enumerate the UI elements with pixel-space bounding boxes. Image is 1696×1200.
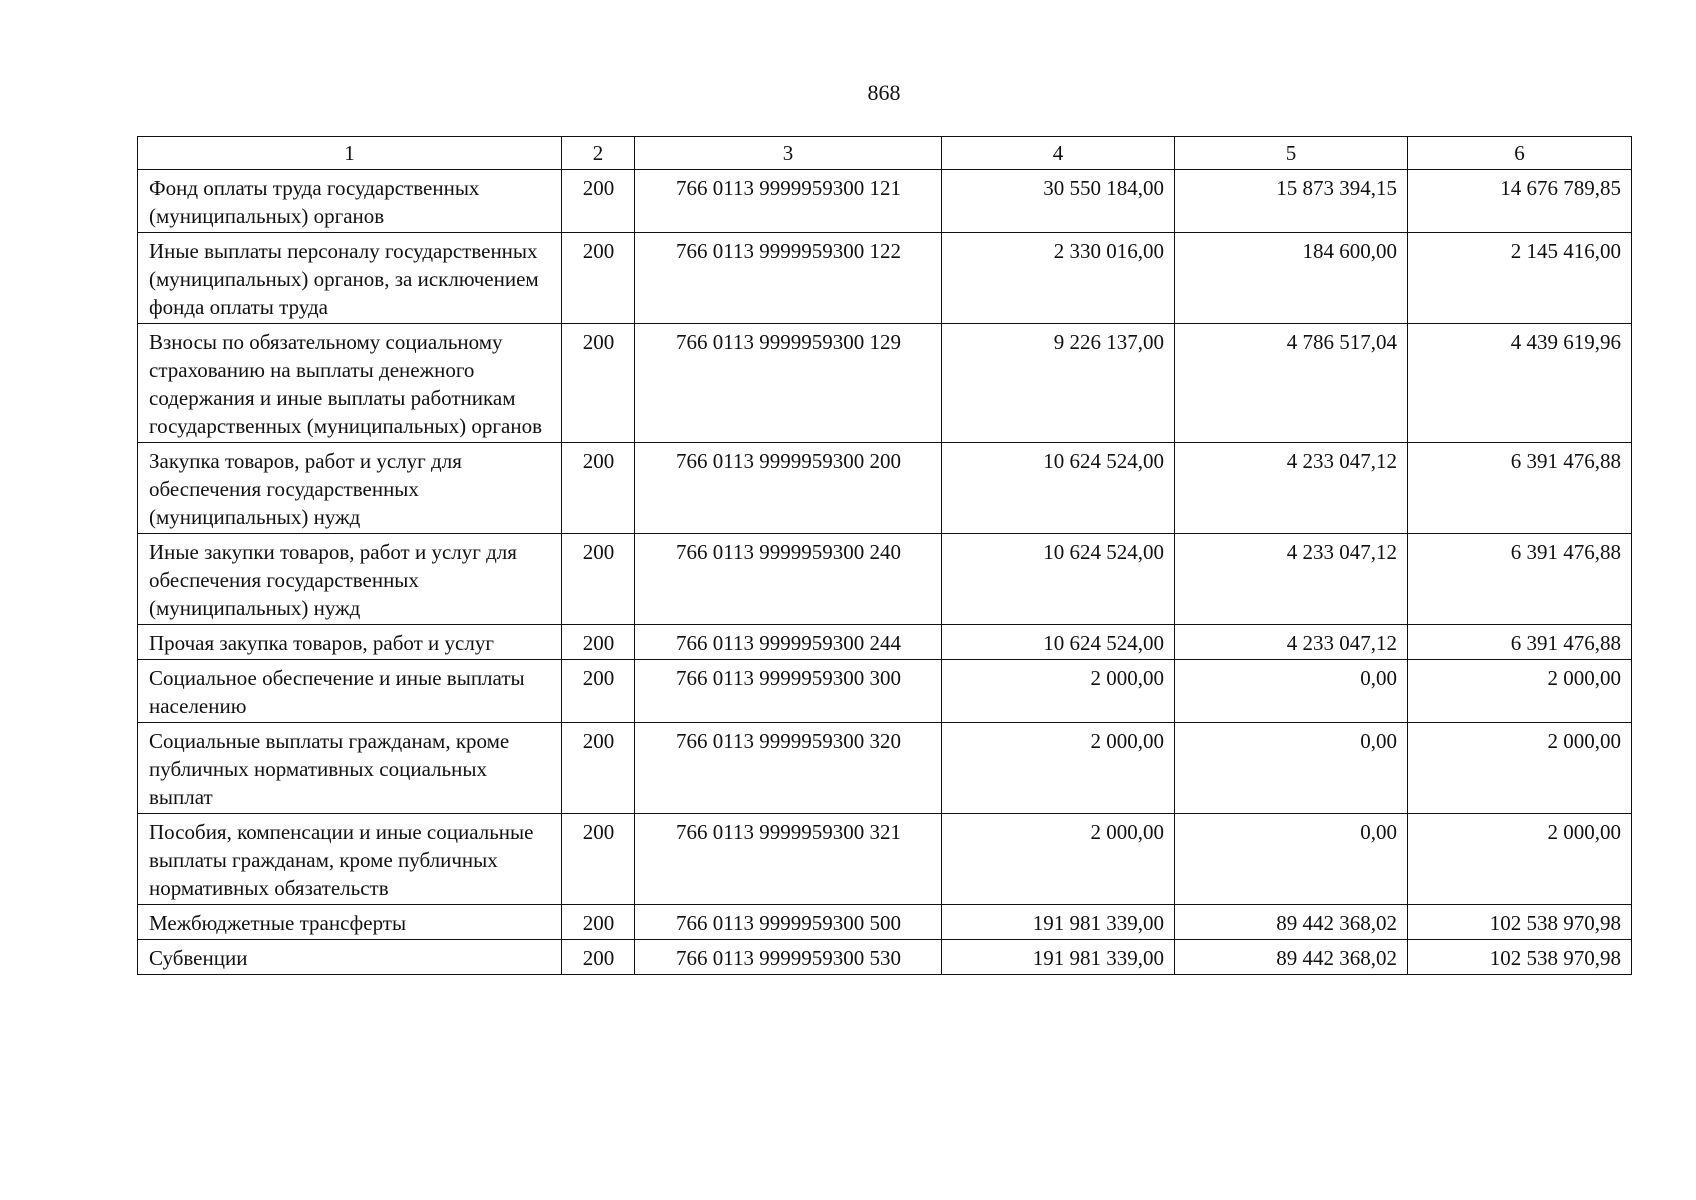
- row-classification: 766 0113 9999959300 300: [635, 660, 942, 723]
- row-col5: 4 233 047,12: [1175, 443, 1408, 534]
- row-col4: 191 981 339,00: [942, 940, 1175, 975]
- row-col6: 6 391 476,88: [1408, 534, 1632, 625]
- row-col4: 10 624 524,00: [942, 625, 1175, 660]
- column-header-4: 4: [942, 137, 1175, 170]
- column-header-5: 5: [1175, 137, 1408, 170]
- table-header-row: [138, 137, 1632, 170]
- row-col6: 4 439 619,96: [1408, 324, 1632, 443]
- table-row: [138, 905, 1632, 940]
- row-name: Фонд оплаты труда государственных (муниципальных) органов: [138, 170, 562, 233]
- row-classification: 766 0113 9999959300 500: [635, 905, 942, 940]
- row-col5: 89 442 368,02: [1175, 940, 1408, 975]
- row-name: Взносы по обязательному социальному страхованию на выплаты денежного содержания и иные выплаты работникам государственных (муниципальных) органов: [138, 324, 562, 443]
- page-number: 868: [867, 80, 901, 105]
- row-col5: 4 233 047,12: [1175, 625, 1408, 660]
- row-code: 200: [562, 443, 635, 534]
- row-code: 200: [562, 940, 635, 975]
- row-name: Межбюджетные трансферты: [138, 905, 562, 940]
- table-row: [138, 814, 1632, 905]
- row-classification: 766 0113 9999959300 244: [635, 625, 942, 660]
- row-name: Пособия, компенсации и иные социальные выплаты гражданам, кроме публичных нормативных обязательств: [138, 814, 562, 905]
- table-row: [138, 443, 1632, 534]
- row-col4: 2 000,00: [942, 660, 1175, 723]
- row-code: 200: [562, 905, 635, 940]
- row-col6: 102 538 970,98: [1408, 905, 1632, 940]
- row-name: Субвенции: [138, 940, 562, 975]
- table-row: [138, 723, 1632, 814]
- row-col4: 30 550 184,00: [942, 170, 1175, 233]
- budget-table: [137, 136, 1632, 975]
- row-col4: 2 330 016,00: [942, 233, 1175, 324]
- column-header-1: 1: [138, 137, 562, 170]
- row-code: 200: [562, 660, 635, 723]
- row-classification: 766 0113 9999959300 321: [635, 814, 942, 905]
- column-header-6: 6: [1408, 137, 1632, 170]
- column-header-3: 3: [635, 137, 942, 170]
- table-row: [138, 940, 1632, 975]
- row-col4: 2 000,00: [942, 814, 1175, 905]
- row-name: Иные закупки товаров, работ и услуг для обеспечения государственных (муниципальных) нужд: [138, 534, 562, 625]
- row-classification: 766 0113 9999959300 129: [635, 324, 942, 443]
- table-row: [138, 660, 1632, 723]
- row-col5: 184 600,00: [1175, 233, 1408, 324]
- row-classification: 766 0113 9999959300 240: [635, 534, 942, 625]
- column-header-2: 2: [562, 137, 635, 170]
- table-row: [138, 324, 1632, 443]
- row-col5: 0,00: [1175, 660, 1408, 723]
- row-classification: 766 0113 9999959300 320: [635, 723, 942, 814]
- row-col6: 102 538 970,98: [1408, 940, 1632, 975]
- row-col5: 0,00: [1175, 814, 1408, 905]
- row-name: Социальные выплаты гражданам, кроме публичных нормативных социальных выплат: [138, 723, 562, 814]
- row-col4: 10 624 524,00: [942, 534, 1175, 625]
- row-classification: 766 0113 9999959300 122: [635, 233, 942, 324]
- row-col4: 9 226 137,00: [942, 324, 1175, 443]
- row-code: 200: [562, 324, 635, 443]
- row-name: Прочая закупка товаров, работ и услуг: [138, 625, 562, 660]
- row-name: Закупка товаров, работ и услуг для обеспечения государственных (муниципальных) нужд: [138, 443, 562, 534]
- row-code: 200: [562, 625, 635, 660]
- row-col4: 191 981 339,00: [942, 905, 1175, 940]
- row-code: 200: [562, 534, 635, 625]
- row-col6: 14 676 789,85: [1408, 170, 1632, 233]
- row-col4: 2 000,00: [942, 723, 1175, 814]
- table-row: [138, 625, 1632, 660]
- row-col6: 2 000,00: [1408, 814, 1632, 905]
- table-row: [138, 170, 1632, 233]
- row-col6: 2 000,00: [1408, 660, 1632, 723]
- row-col6: 6 391 476,88: [1408, 443, 1632, 534]
- row-col6: 6 391 476,88: [1408, 625, 1632, 660]
- table-row: [138, 534, 1632, 625]
- row-col6: 2 000,00: [1408, 723, 1632, 814]
- table-row: [138, 233, 1632, 324]
- row-col5: 89 442 368,02: [1175, 905, 1408, 940]
- row-classification: 766 0113 9999959300 530: [635, 940, 942, 975]
- row-classification: 766 0113 9999959300 121: [635, 170, 942, 233]
- row-col5: 4 233 047,12: [1175, 534, 1408, 625]
- row-code: 200: [562, 723, 635, 814]
- row-name: Иные выплаты персоналу государственных (муниципальных) органов, за исключением фонда оплаты труда: [138, 233, 562, 324]
- row-col5: 4 786 517,04: [1175, 324, 1408, 443]
- row-code: 200: [562, 170, 635, 233]
- row-col6: 2 145 416,00: [1408, 233, 1632, 324]
- row-col5: 0,00: [1175, 723, 1408, 814]
- row-classification: 766 0113 9999959300 200: [635, 443, 942, 534]
- row-col4: 10 624 524,00: [942, 443, 1175, 534]
- row-name: Социальное обеспечение и иные выплаты населению: [138, 660, 562, 723]
- row-code: 200: [562, 814, 635, 905]
- row-code: 200: [562, 233, 635, 324]
- row-col5: 15 873 394,15: [1175, 170, 1408, 233]
